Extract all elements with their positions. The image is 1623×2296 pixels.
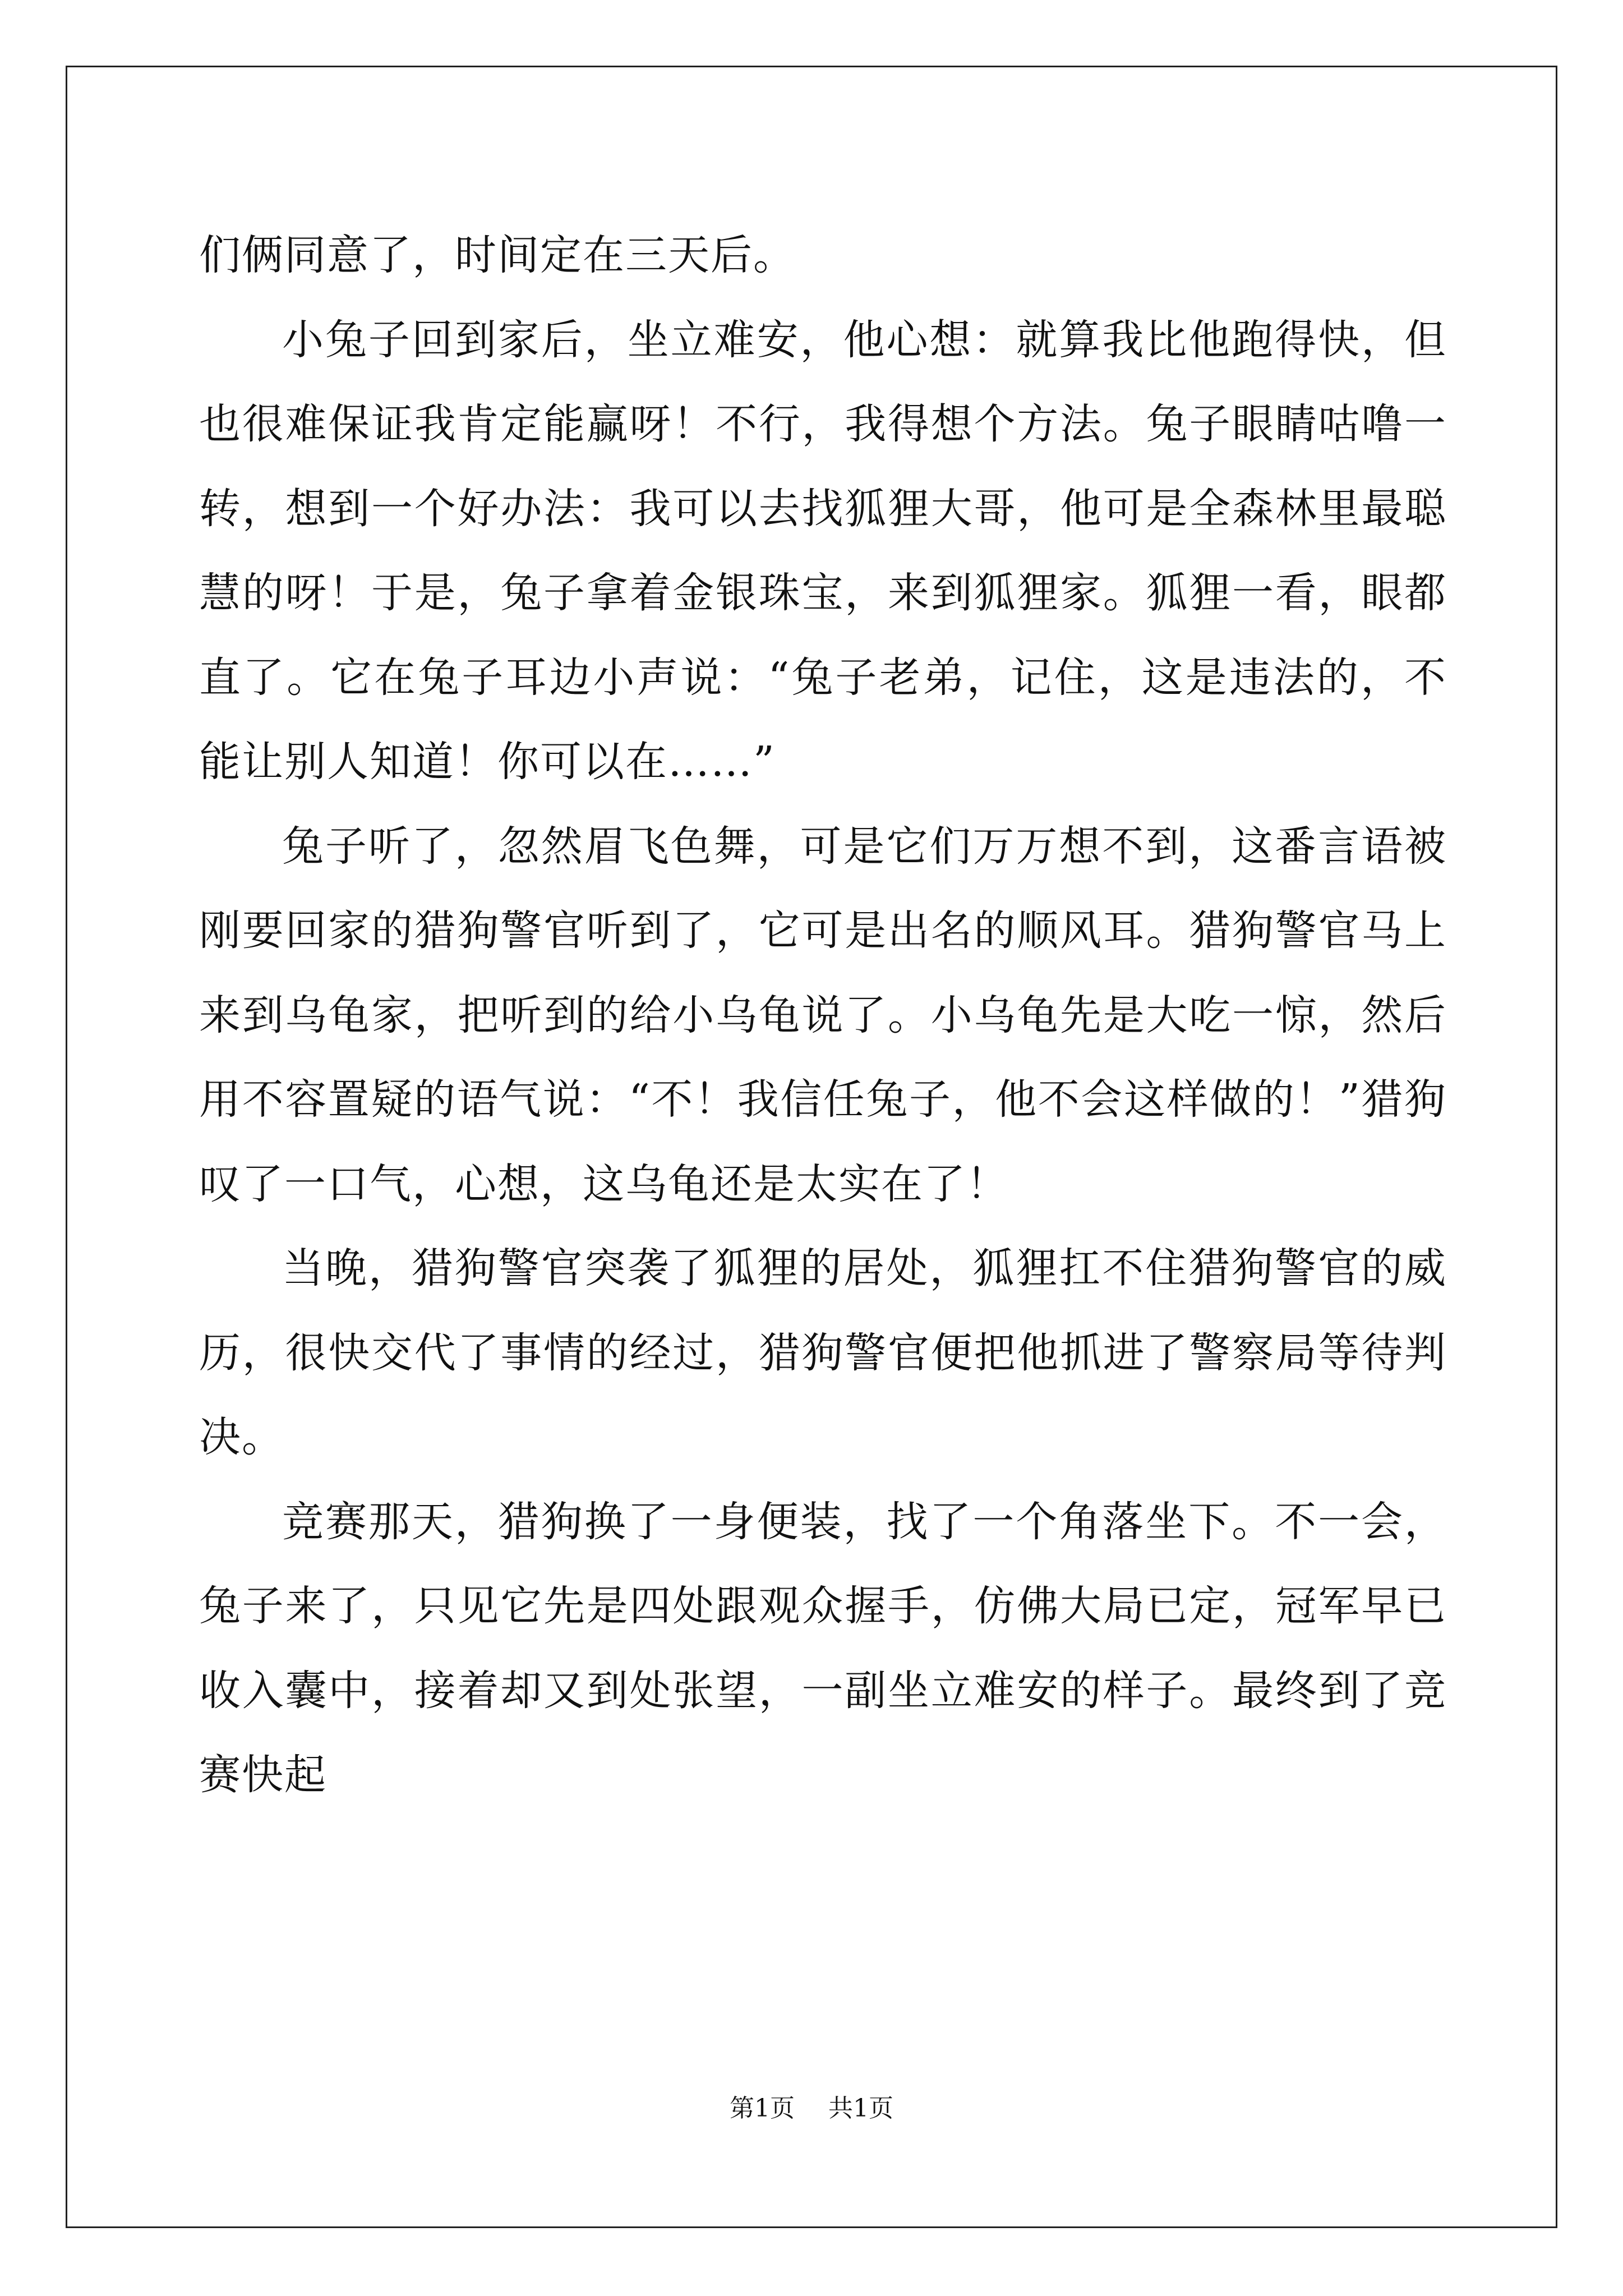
page-number-total: 共1页 [828,2094,893,2123]
page-number-current: 第1页 [730,2094,795,2123]
paragraph-4: 当晚，猎狗警官突袭了狐狸的居处，狐狸扛不住猎狗警官的威历，很快交代了事情的经过，猎狗警官便把他抓进了警察局等待判决。 [199,1244,1447,1461]
paragraph-2: 小兔子回到家后，坐立难安，他心想：就算我比他跑得快，但也很难保证我肯定能赢呀！不行，我得想个方法。兔子眼睛咕噜一转，想到一个好办法：我可以去找狐狸大哥，他可是全森林里最聪慧的呀！于是，兔子拿着金银珠宝，来到狐狸家。狐狸一看，眼都直了。它在兔子耳边小声说：“兔子老弟，记住，这是违法的，不能让别人知道！你可以在……” [199,315,1447,786]
paragraph-5: 竞赛那天，猎狗换了一身便装，找了一个角落坐下。不一会，兔子来了，只见它先是四处跟观众握手，仿佛大局已定，冠军早已收入囊中，接着却又到处张望，一副坐立难安的样子。最终到了竞赛快起 [199,1497,1447,1799]
paragraph-3: 兔子听了，忽然眉飞色舞，可是它们万万想不到，这番言语被刚要回家的猎狗警官听到了，它可是出名的顺风耳。猎狗警官马上来到乌龟家，把听到的给小乌龟说了。小乌龟先是大吃一惊，然后用不容置疑的语气说：“不！我信任兔子，他不会这样做的！”猎狗叹了一口气，心想，这乌龟还是太实在了！ [199,822,1447,1208]
page-footer [0,2088,1623,2124]
document-body [199,213,1447,1818]
paragraph-1: 们俩同意了，时间定在三天后。 [199,231,796,279]
